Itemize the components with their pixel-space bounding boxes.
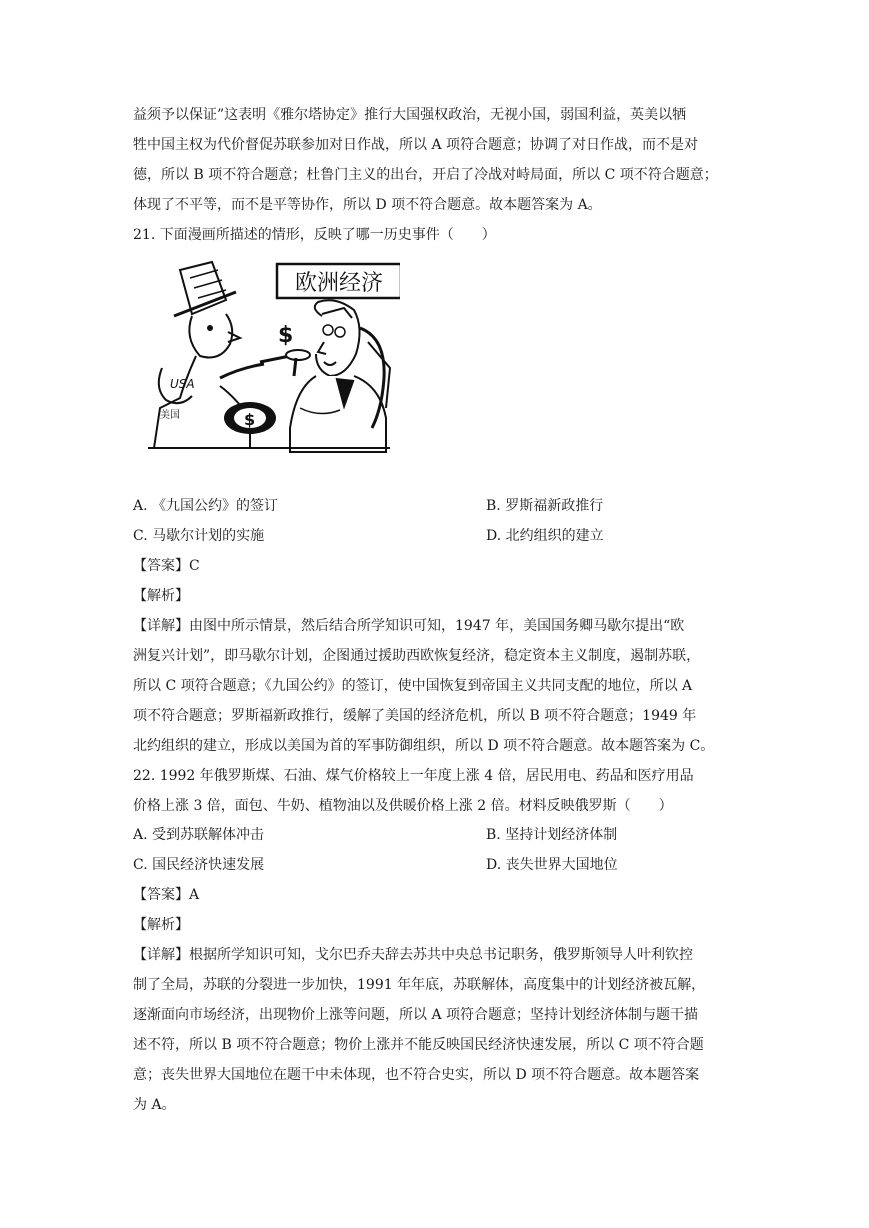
cartoon-image: [140, 258, 400, 458]
usa-cn-label: 美国: [160, 410, 180, 421]
q22-option-c: C. 国民经济快速发展: [133, 857, 265, 873]
q21-option-d: D. 北约组织的建立: [486, 528, 604, 544]
q22-answer-line: [133, 885, 743, 905]
question-21-stem: 21. 下面漫画所描述的情形，反映了哪一历史事件（ ）: [133, 227, 496, 243]
dollar-sign-bag: $: [244, 410, 256, 429]
q22-answer: A: [189, 887, 200, 903]
q21-option-c: C. 马歇尔计划的实施: [133, 528, 265, 544]
cartoon-title: 欧洲经济: [294, 271, 384, 296]
q22-detail-line: 意；丧失世界大国地位在题干中未体现，也不符合史实，所以 D 项不符合题意。故本题答案: [133, 1067, 700, 1083]
answer-tag: 【答案】: [133, 887, 189, 903]
q22-option-a: A. 受到苏联解体冲击: [133, 827, 265, 843]
q22-detail-line: 【详解】根据所学知识可知，戈尔巴乔夫辞去苏共中央总书记职务，俄罗斯领导人叶利钦控: [133, 947, 693, 963]
q21-option-a: A. 《九国公约》的签订: [133, 498, 279, 514]
q22-option-d: D. 丧失世界大国地位: [486, 857, 618, 873]
q21-detail-line: 洲复兴计划”，即马歇尔计划，企图通过援助西欧恢复经济，稳定资本主义制度，遏制苏联，: [133, 648, 701, 664]
q21-analysis-tag: 【解析】: [133, 588, 189, 604]
q21-detail-line: 项不符合题意；罗斯福新政推行，缓解了美国的经济危机，所以 B 项不符合题意；1949 年: [133, 708, 697, 724]
q22-option-b: B. 坚持计划经济体制: [486, 827, 618, 843]
q21-detail-line: 【详解】由图中所示情景，然后结合所学知识可知，1947 年，美国国务卿马歇尔提出“欧: [133, 618, 685, 634]
dollar-sign-floating: $: [278, 323, 294, 348]
q21-detail-line: 北约组织的建立，形成以美国为首的军事防御组织，所以 D 项不符合题意。故本题答案为 C。: [133, 738, 715, 754]
q22-detail-line: 为 A。: [133, 1097, 176, 1113]
usa-label: USA: [170, 377, 195, 391]
question-22-stem: 22. 1992 年俄罗斯煤、石油、煤气价格较上一年度上涨 4 倍，居民用电、药品和医疗用品: [133, 768, 694, 784]
answer-tag: 【答案】: [133, 558, 189, 574]
q21-answer-line: [133, 556, 743, 576]
q22-detail-line: 述不符，所以 B 项不符合题意；物价上涨并不能反映国民经济快速发展，所以 C 项不符合题: [133, 1037, 704, 1053]
prev-analysis-line: 体现了不平等，而不是平等协作，所以 D 项不符合题意。故本题答案为 A。: [133, 197, 602, 213]
q22-detail-line: 制了全局，苏联的分裂进一步加快，1991 年年底，苏联解体，高度集中的计划经济被瓦解，: [133, 977, 706, 993]
q21-answer: C: [189, 558, 200, 574]
question-22-stem: 价格上涨 3 倍，面包、牛奶、植物油以及供暖价格上涨 2 倍。材料反映俄罗斯（ ）: [133, 798, 673, 814]
q21-option-b: B. 罗斯福新政推行: [486, 498, 604, 514]
prev-analysis-line: 德，所以 B 项不符合题意；杜鲁门主义的出台，开启了冷战对峙局面，所以 C 项不符合题意；: [133, 167, 718, 183]
q21-detail-line: 所以 C 项符合题意；《九国公约》的签订，使中国恢复到帝国主义共同支配的地位，所以 A: [133, 678, 693, 694]
q22-detail-line: 逐渐面向市场经济，出现物价上涨等问题，所以 A 项符合题意；坚持计划经济体制与题干描: [133, 1007, 699, 1023]
prev-analysis-line: 牲中国主权为代价督促苏联参加对日作战，所以 A 项符合题意；协调了对日作战，而不是对: [133, 137, 699, 153]
q22-analysis-tag: 【解析】: [133, 917, 189, 933]
prev-analysis-line: 益须予以保证”这表明《雅尔塔协定》推行大国强权政治，无视小国，弱国利益，英美以牺: [133, 107, 687, 123]
